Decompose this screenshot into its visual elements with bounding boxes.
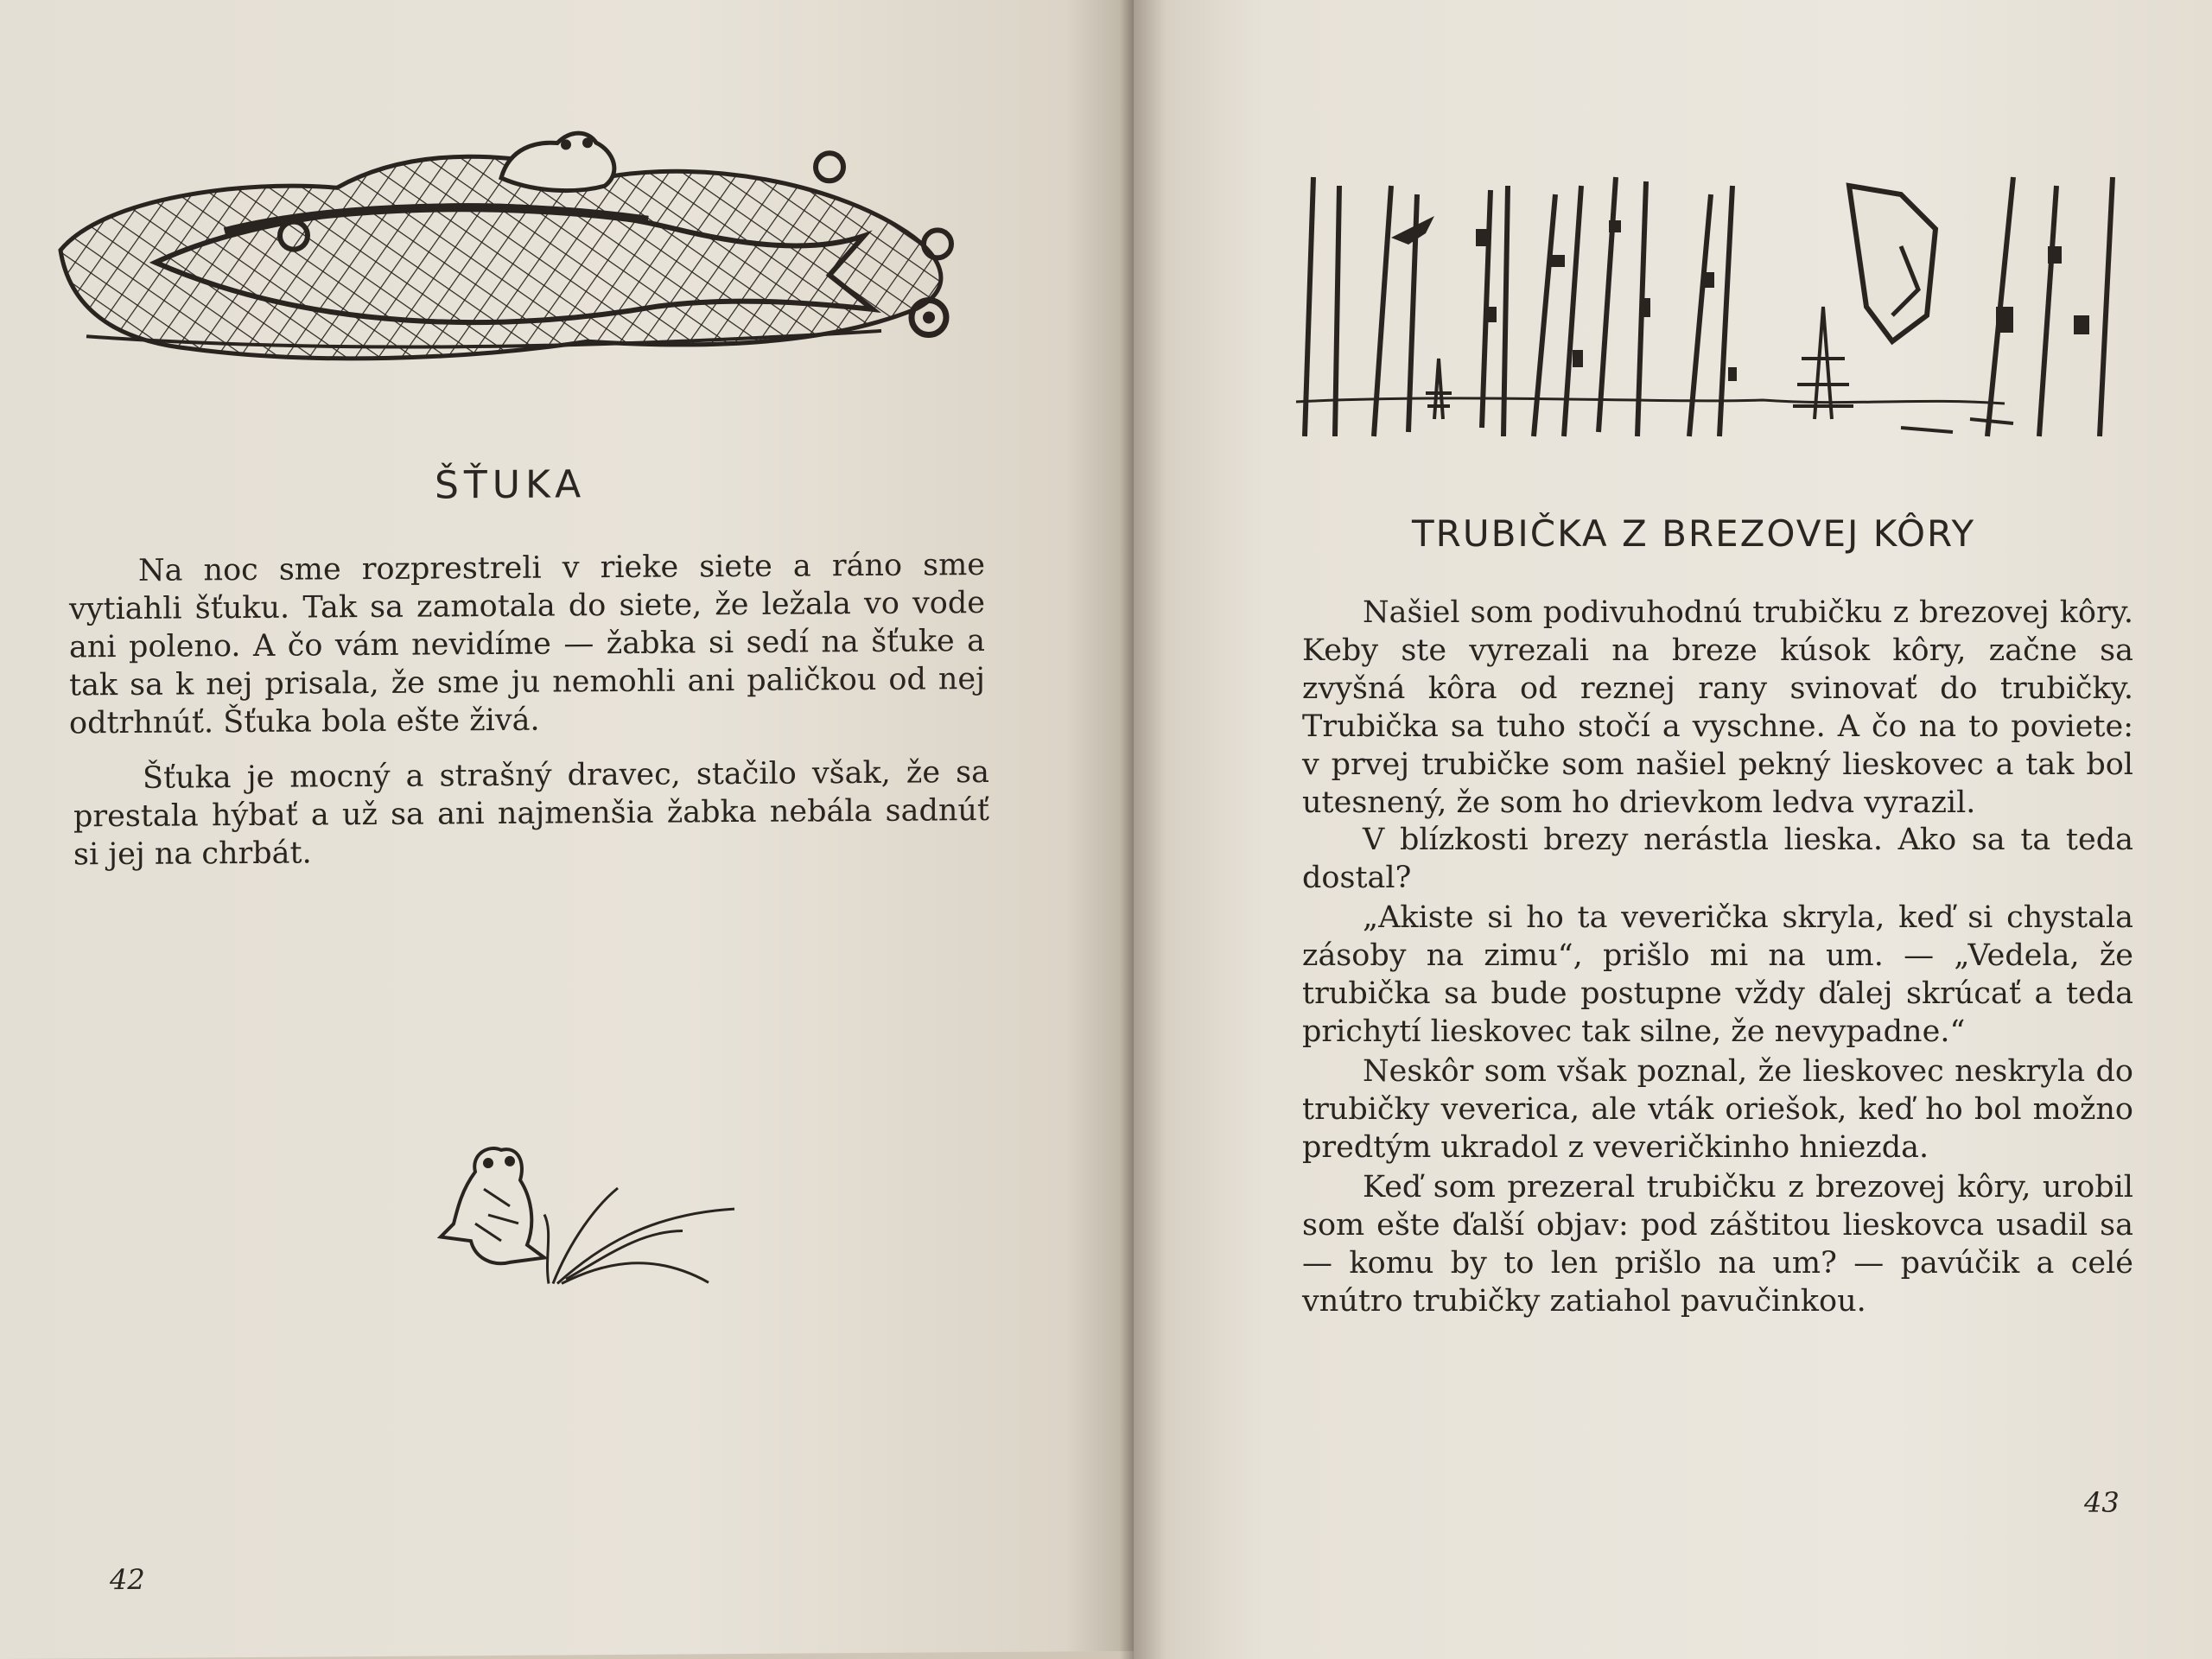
paragraph-1: Na noc sme rozprestreli v rieke siete a ráno sme vytiahli šťuku. Tak sa zamotala do siete, že ležala vo vode ani poleno. A čo vám nevidíme — žabka si sedí na šťuke a tak sa k nej prisala, že sme ju nemohli ani paličkou od nej odtrhnúť. Šťuka bola ešte živá. [69,548,985,741]
page-number: 43 [2084,1486,2120,1519]
paragraph-3: „Akiste si ho ta veverička skryla, keď si chystala zásoby na zimu“, prišlo mi na um. — „Vedela, že trubička sa bude postupne vždy ďalej skrúcať a teda prichytí lieskovec tak silne, že nevypadne.“ [1302,900,2133,1049]
right-page [1134,0,2212,1659]
pike-in-net-illustration [52,123,985,389]
paragraph-2: V blízkosti brezy nerástla lieska. Ako sa ta teda dostal? [1302,823,2133,895]
birch-forest-illustration [1296,177,2134,441]
paragraph-2: Šťuka je mocný a strašný dravec, stačilo však, že sa prestala hýbať a už sa ani najmenšia žabka nebála sadnúť si jej na chrbát. [73,755,989,873]
paragraph-5: Keď som prezeral trubičku z brezovej kôry, urobil som ešte ďalší objav: pod záštitou lieskovca usadil sa — komu by to len prišlo na um? — pavúčik a celé vnútro trubičky zatiahol pavučinkou. [1302,1170,2133,1319]
chapter-title: TRUBIČKA Z BREZOVEJ KÔRY [1412,512,1976,555]
paragraph-4: Neskôr som však poznal, že lieskovec neskryla do trubičky veverica, ale vták oriešok, keď ho bol možno predtým ukradol z veveričkinho hniezda. [1302,1054,2133,1165]
chapter-title: ŠŤUKA [435,462,587,508]
page-number: 42 [110,1562,145,1597]
frog-illustration [423,1135,752,1311]
paragraph-1: Našiel som podivuhodnú trubičku z brezovej kôry. Keby ste vyrezali na breze kúsok kôry, začne sa zvyšná kôra od reznej rany svinovať do trubičky. Trubička sa tuho stočí a vyschne. A čo na to poviete: v prvej trubičke som našiel pekný lieskovec a tak bol utesnený, že som ho drievkom ledva vyrazil. [1302,595,2133,820]
